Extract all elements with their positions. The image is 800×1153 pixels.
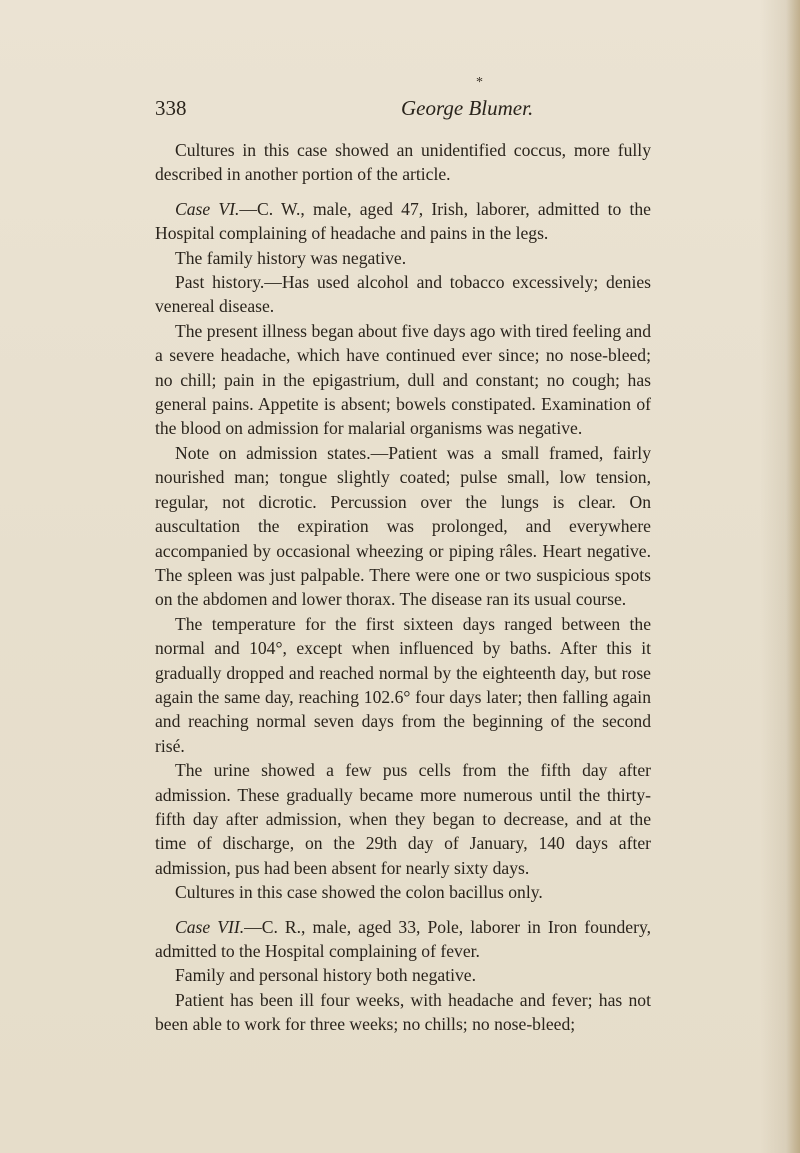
running-head-author: George Blumer. bbox=[401, 96, 534, 120]
running-head bbox=[155, 96, 655, 124]
case-label: Case VII. bbox=[175, 916, 245, 937]
paragraph: Patient has been ill four weeks, with headache and fever; has not been able to work for three weeks; no chills; no nose-bleed; bbox=[155, 989, 651, 1035]
paragraph-gap bbox=[155, 905, 651, 915]
printer-mark: * bbox=[476, 75, 483, 90]
paragraph: The family history was negative. bbox=[175, 247, 407, 268]
body-text bbox=[155, 138, 651, 1037]
paragraph: Past history.—Has used alcohol and tobacco excessively; denies venereal disease. bbox=[155, 272, 651, 317]
paragraph: The present illness began about five days ago with tired feeling and a severe headache, which have continued ever since; no nose-bleed; no chill; pain in the epigastrium, dull and constant; no cough; has general pains. Appetite is absent; bowels constipated. Examination of the blood on admission for malarial organisms was negative. bbox=[155, 320, 651, 439]
case-paragraph: Case VII.—C. R., male, aged 33, Pole, laborer in Iron foundery, admitted to the Hospital complaining of fever. bbox=[155, 916, 651, 961]
page-edge-shadow bbox=[786, 0, 800, 1153]
paragraph: Cultures in this case showed an unidentified coccus, more fully described in another portion of the article. bbox=[155, 140, 651, 185]
case-label: Case VI. bbox=[175, 198, 240, 219]
paragraph: Note on admission states.—Patient was a small framed, fairly nourished man; tongue slightly coated; pulse small, low tension, regular, not dicrotic. Percussion over the lungs is clear. On auscultation the expiration was prolonged, and everywhere accompanied by occasional wheezing or piping râles. Heart negative. The spleen was just palpable. There were one or two suspicious spots on the abdomen and lower thorax. The disease ran its usual course. bbox=[155, 442, 651, 610]
page-number: 338 bbox=[155, 96, 187, 120]
paragraph: The urine showed a few pus cells from the fifth day after admission. These gradually became more numerous until the thirty-fifth day after admission, when they began to decrease, and at the time of discharge, on the 29th day of January, 140 days after admission, pus had been absent for nearly sixty days. bbox=[155, 760, 651, 878]
paragraph: Family and personal history both negative. bbox=[175, 965, 476, 986]
paragraph: Cultures in this case showed the colon bacillus only. bbox=[175, 882, 543, 903]
paragraph: The temperature for the first sixteen days ranged between the normal and 104°, except when influenced by baths. After this it gradually dropped and reached normal by the eighteenth day, but rose again the same day, reaching 102.6° four days later; then falling again and reaching normal seven days from the beginning of the second risé. bbox=[155, 613, 651, 756]
case-paragraph: Case VI.—C. W., male, aged 47, Irish, laborer, admitted to the Hospital complaining of headache and pains in the legs. bbox=[155, 198, 651, 244]
paragraph-gap bbox=[155, 187, 651, 197]
